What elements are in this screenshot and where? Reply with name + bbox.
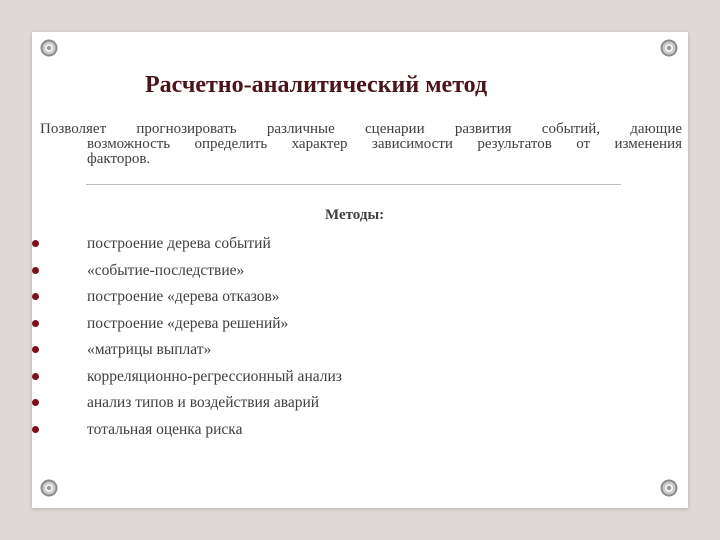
bullet-icon (32, 426, 39, 433)
bullet-icon (32, 399, 39, 406)
list-item-label: построение дерева событий (87, 235, 271, 252)
bullet-icon (32, 373, 39, 380)
lead-line: Позволяет прогнозировать различные сценарии развития событий, дающие (40, 121, 682, 137)
list-item-label: построение «дерева решений» (87, 314, 289, 332)
list-item-label: анализ типов и воздействия аварий (87, 394, 320, 411)
list-item-label: «матрицы выплат» (87, 341, 212, 358)
list-item-label: построение «дерева отказов» (87, 288, 280, 305)
bullet-icon (32, 240, 39, 247)
list-item-label: корреляционно-регрессионный анализ (87, 367, 342, 385)
pushpin-icon (39, 478, 59, 498)
slide-title: Расчетно-аналитический метод (145, 72, 488, 98)
list-item-label: тотальная оценка риска (87, 420, 243, 438)
pushpin-icon (659, 38, 679, 58)
divider (86, 184, 621, 185)
lead-line: факторов. (87, 151, 151, 167)
pushpin-icon (659, 478, 679, 498)
bullet-icon (32, 346, 39, 353)
methods-heading: Методы: (325, 207, 385, 223)
lead-continuation (40, 137, 682, 167)
bullet-icon (32, 267, 39, 274)
list-item-label: «событие-последствие» (87, 261, 245, 279)
lead-line: возможность определить характер зависимости результатов от изменения (87, 136, 682, 152)
pushpin-icon (39, 38, 59, 58)
lead-paragraph (40, 122, 682, 167)
bullet-icon (32, 293, 39, 300)
bullet-icon (32, 320, 39, 327)
